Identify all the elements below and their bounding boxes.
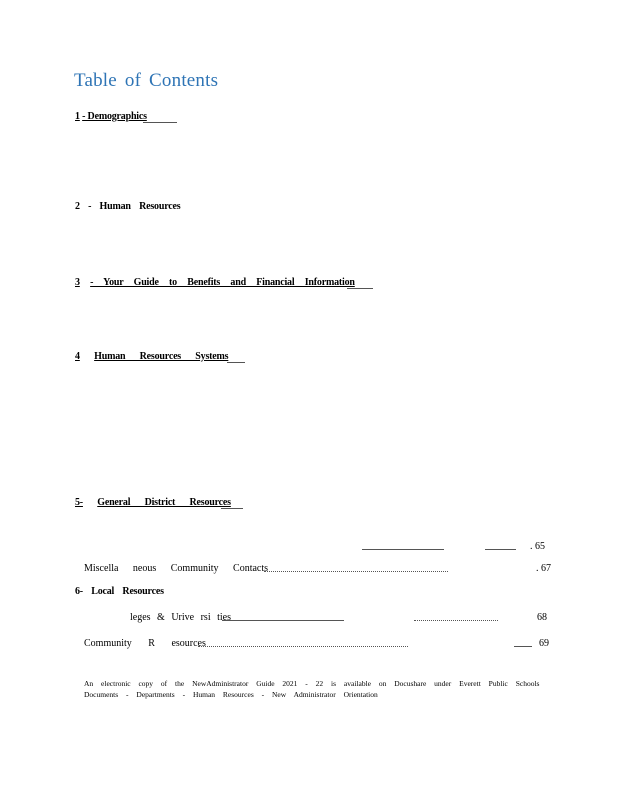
toc-entry-misc-contacts[interactable]	[84, 563, 268, 574]
section-label: Human Resources Systems	[94, 351, 229, 362]
leader-line	[227, 362, 245, 363]
entry-label: Miscella neous Community Contacts	[84, 563, 269, 574]
section-label: - Demographics	[82, 111, 147, 122]
page-number: 68	[537, 612, 547, 623]
toc-section-4[interactable]	[75, 351, 228, 362]
section-label: General District Resources	[97, 497, 231, 508]
leader-line	[143, 122, 177, 123]
section-number: 3	[75, 277, 80, 288]
page-number: . 67	[536, 563, 551, 574]
leader-line	[362, 549, 444, 550]
toc-entry-community-resources[interactable]	[84, 638, 206, 649]
section-label: - Your Guide to Benefits and Financial Information	[90, 277, 355, 288]
dot-leader	[264, 571, 448, 572]
leader-line	[514, 646, 532, 647]
section-number: 2	[75, 201, 80, 212]
section-label: 6- Local Resources	[75, 586, 164, 597]
leader-line	[485, 549, 516, 550]
dot-leader	[198, 646, 408, 647]
section-label: - Human Resources	[88, 201, 181, 212]
leader-line	[222, 620, 344, 621]
page-number: 69	[539, 638, 549, 649]
section-number: 5-	[75, 497, 83, 508]
toc-title: Table of Contents	[74, 70, 219, 91]
toc-section-3[interactable]	[75, 277, 355, 288]
toc-section-5[interactable]	[75, 497, 231, 508]
toc-entry-colleges[interactable]	[130, 612, 231, 623]
leader-line	[221, 508, 243, 509]
section-number: 1	[75, 111, 80, 122]
leader-line	[347, 288, 373, 289]
toc-section-6[interactable]	[75, 586, 164, 597]
footnote: An electronic copy of the NewAdministrator Guide 2021 - 22 is available on Docushare under Everett Public Schools Documents - Departments - Human Resources - New Administrator Orientation	[84, 679, 540, 699]
page-number: . 65	[530, 541, 545, 552]
section-number: 4	[75, 351, 80, 362]
entry-label: Community R esources	[84, 638, 206, 649]
entry-label: leges & Urive rsi ties	[130, 612, 231, 623]
toc-section-2[interactable]	[75, 201, 180, 212]
toc-section-1[interactable]	[75, 111, 147, 122]
dot-leader	[414, 620, 498, 621]
